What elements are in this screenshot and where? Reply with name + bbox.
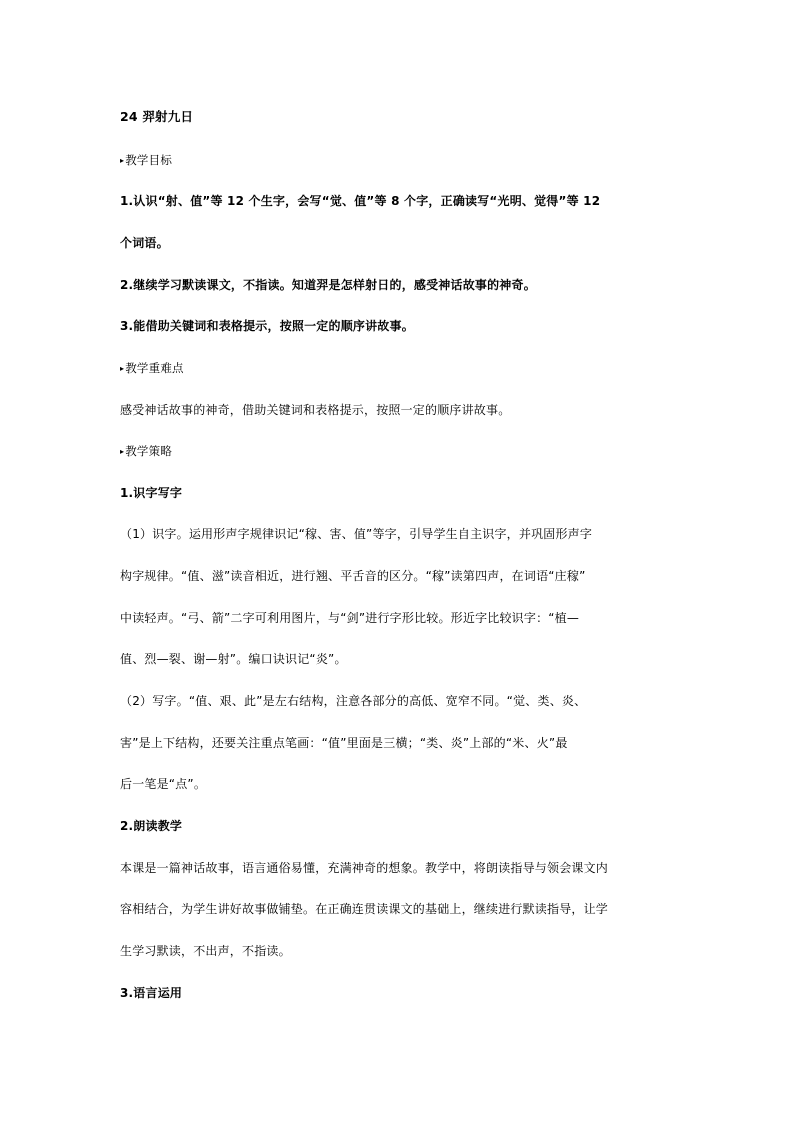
section-heading-goals-label: 教学目标	[125, 153, 173, 167]
goal-3: 3.能借助关键词和表格提示，按照一定的顺序讲故事。	[120, 319, 414, 333]
strategy-1-para-1-line-3: 中读轻声。“弓、箭”二字可利用图片，与“剑”进行字形比较。形近字比较识字：“植—	[120, 611, 580, 625]
strategy-3-heading: 3.语言运用	[120, 986, 183, 1000]
strategy-2-heading: 2.朗读教学	[120, 819, 183, 833]
strategy-1-para-2-line-1: （2）写字。“值、艰、此”是左右结构，注意各部分的高低、宽窄不同。“觉、类、炎、	[120, 694, 587, 708]
strategy-2-para-line-3: 生学习默读，不出声，不指读。	[120, 944, 291, 958]
strategy-1-para-1-line-4: 值、烈—裂、谢—射”。编口诀识记“炎”。	[120, 652, 347, 666]
strategy-2-para-line-2: 容相结合，为学生讲好故事做铺垫。在正确连贯读课文的基础上，继续进行默读指导，让学	[120, 902, 609, 916]
triangle-marker-icon: ▸	[120, 447, 125, 456]
goal-1-line-2: 个词语。	[120, 236, 169, 250]
section-heading-strategy	[120, 443, 680, 460]
goal-1-line-1: 1.认识“射、值”等 12 个生字，会写“觉、值”等 8 个字，正确读写“光明、觉得”等 12	[120, 194, 601, 208]
difficulty-text: 感受神话故事的神奇，借助关键词和表格提示，按照一定的顺序讲故事。	[120, 403, 511, 417]
lesson-title: 24 羿射九日	[120, 109, 194, 124]
strategy-1-heading: 1.识字写字	[120, 486, 183, 500]
goal-2: 2.继续学习默读课文，不指读。知道羿是怎样射日的，感受神话故事的神奇。	[120, 278, 536, 292]
strategy-1-para-2-line-2: 害”是上下结构，还要关注重点笔画：“值”里面是三横；“类、炎”上部的“米、火”最	[120, 736, 568, 750]
triangle-marker-icon: ▸	[120, 364, 125, 373]
strategy-2-para-line-1: 本课是一篇神话故事，语言通俗易懂，充满神奇的想象。教学中，将朗读指导与领会课文内	[120, 861, 609, 875]
strategy-1-para-2-line-3: 后一笔是“点”。	[120, 777, 207, 791]
triangle-marker-icon: ▸	[120, 156, 125, 165]
strategy-1-para-1-line-1: （1）识字。运用形声字规律识记“稼、害、值”等字，引导学生自主识字，并巩固形声字	[120, 527, 593, 541]
section-heading-difficulty-label: 教学重难点	[125, 361, 184, 375]
strategy-1-para-1-line-2: 构字规律。“值、滋”读音相近，进行翘、平舌音的区分。“稼”读第四声，在词语“庄稼”	[120, 569, 586, 583]
section-heading-strategy-label: 教学策略	[125, 444, 173, 458]
section-heading-difficulty	[120, 360, 680, 377]
section-heading-goals	[120, 152, 680, 169]
